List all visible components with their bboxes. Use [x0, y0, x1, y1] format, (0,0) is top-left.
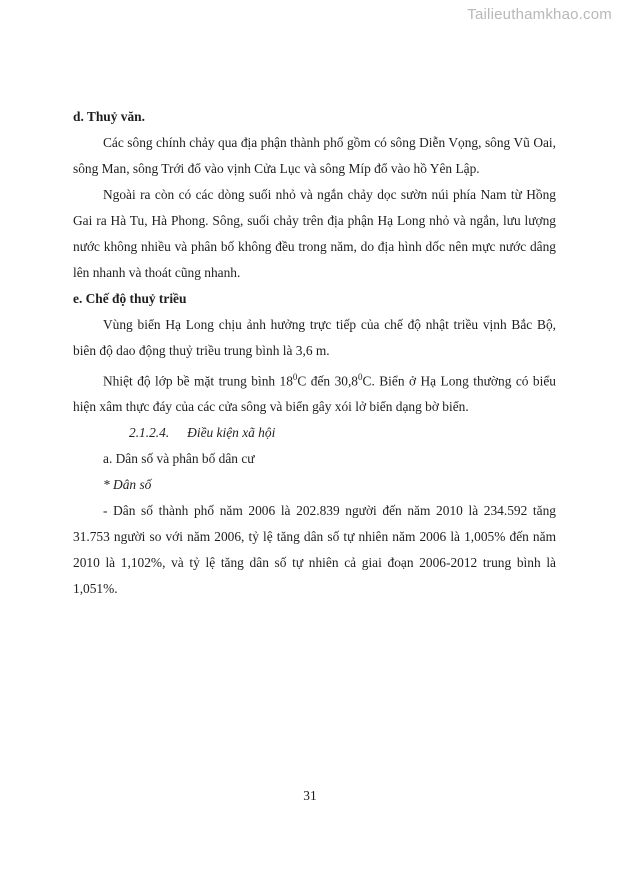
population-label: * Dân số [103, 477, 152, 493]
degree-superscript-1: 0 [292, 372, 298, 382]
watermark: Tailieuthamkhao.com [467, 6, 612, 23]
section-number: 2.1.2.4. [129, 425, 170, 441]
temperature-text-2: C đến 30,8 [297, 373, 359, 389]
paragraph-sea-temperature [73, 364, 556, 420]
paragraph-tide-regime: Vùng biển Hạ Long chịu ảnh hưởng trực tiếp của chế độ nhật triều vịnh Bắc Bộ, biên độ dao động thuỷ triều trung bình là 3,6 m. [73, 317, 556, 358]
page-number: 31 [303, 788, 317, 803]
degree-superscript-2: 0 [358, 372, 363, 382]
subsection-population: a. Dân số và phân bố dân cư [103, 451, 255, 467]
section-heading-hydrology: d. Thuỷ văn. [73, 109, 145, 124]
paragraph-population: - Dân số thành phố năm 2006 là 202.839 người đến năm 2010 là 234.592 tăng 31.753 người so với năm 2006, tỷ lệ tăng dân số tự nhiên năm 2006 là 1,005% đến năm 2010 là 1,102%, và tỷ lệ tăng dân số tự nhiên cả giai đoạn 2006-2012 trung bình là 1,051%. [73, 503, 556, 597]
section-heading-tides: e. Chế độ thuỷ triều [73, 291, 187, 306]
section-heading-social [73, 420, 556, 446]
temperature-text-3: C. Biển ở Hạ Long thường có biểu hiện xâm thực đáy của các cửa sông và biển gây xói lở biển dạng bờ biển. [73, 373, 556, 415]
paragraph-streams: Ngoài ra còn có các dòng suối nhỏ và ngắn chảy dọc sườn núi phía Nam từ Hồng Gai ra Hà Tu, Hà Phong. Sông, suối chảy trên địa phận Hạ Long nhỏ và ngắn, lưu lượng nước không nhiều và phân bố không đều trong năm, do địa hình dốc nên mực nước dâng lên nhanh và thoát cũng nhanh. [73, 187, 556, 280]
temperature-text-1: Nhiệt độ lớp bề mặt trung bình 18 [103, 373, 293, 389]
paragraph-rivers: Các sông chính chảy qua địa phận thành phố gồm có sông Diễn Vọng, sông Vũ Oai, sông Man, sông Trới đổ vào vịnh Cửa Lục và sông Míp đổ vào hồ Yên Lập. [73, 135, 556, 176]
page-content [73, 104, 556, 602]
section-title: Điều kiện xã hội [187, 425, 276, 441]
